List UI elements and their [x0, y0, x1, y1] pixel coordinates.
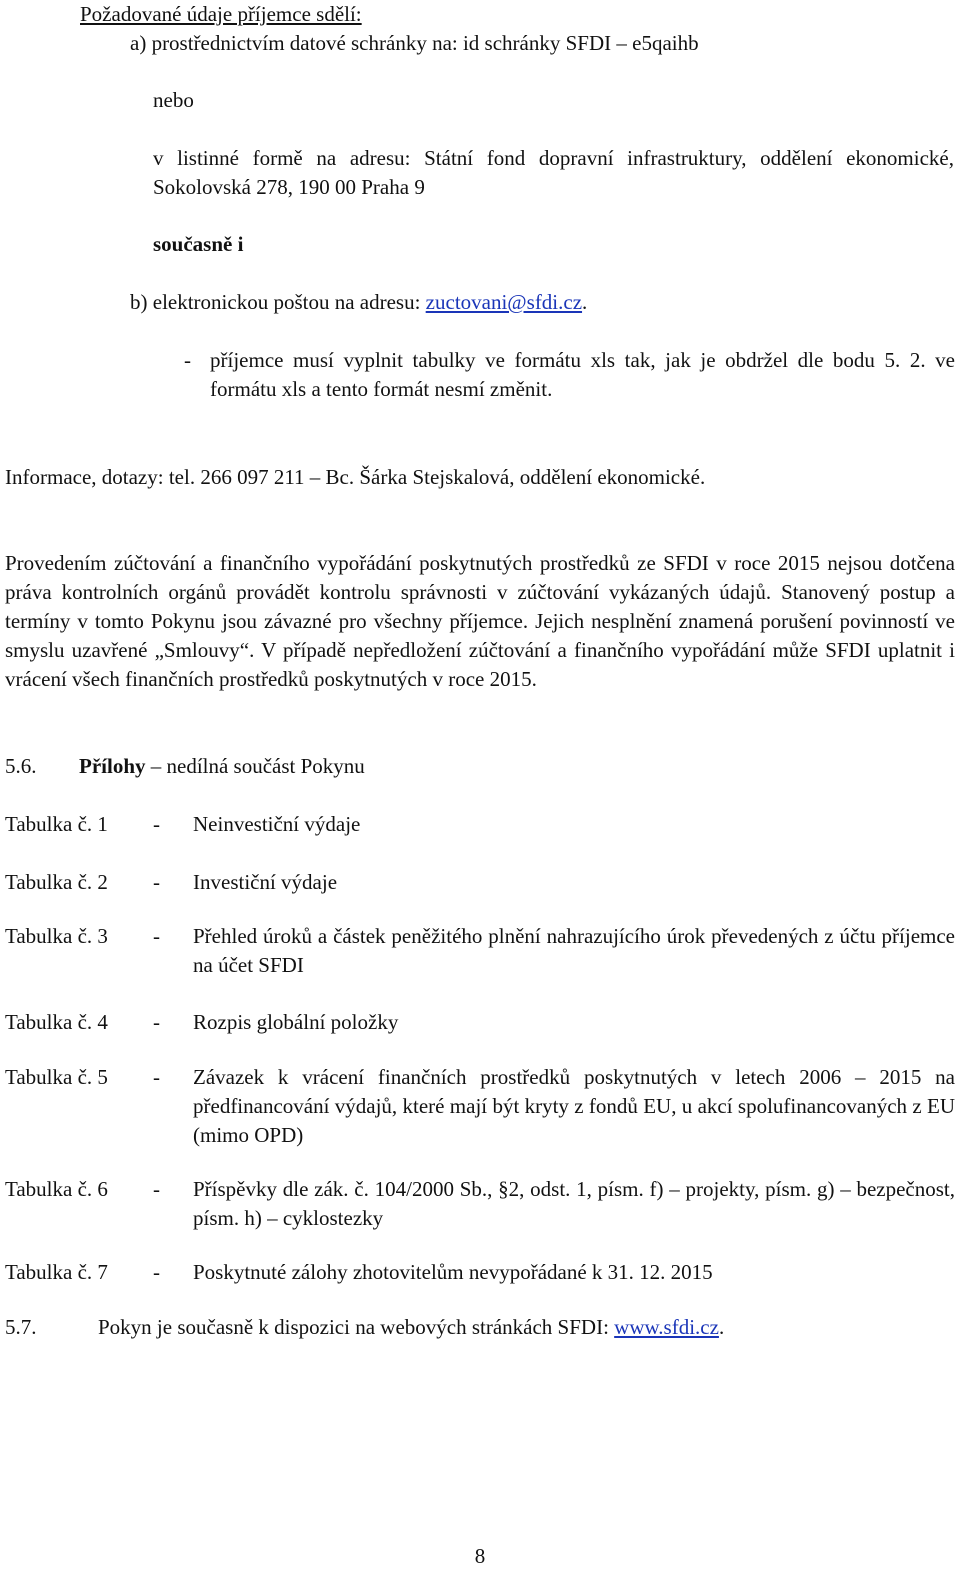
nebo-text: nebo	[153, 88, 194, 112]
table-label: Tabulka č. 1	[5, 812, 108, 836]
section-57-number: 5.7.	[5, 1315, 37, 1339]
table-description: Poskytnuté zálohy zhotovitelům nevypořádané k 31. 12. 2015	[193, 1260, 713, 1284]
table-label: Tabulka č. 6	[5, 1177, 108, 1201]
option-b-line	[130, 288, 587, 317]
section-57-dot: .	[718, 1315, 725, 1339]
option-a-text: a) prostřednictvím datové schránky na: id schránky SFDI – e5qaihb	[130, 31, 699, 55]
table-dash: -	[153, 924, 160, 948]
table-description: Přehled úroků a částek peněžitého plnění nahrazujícího úrok převedených z účtu příjemce na účet SFDI	[193, 924, 955, 977]
table-description: Závazek k vrácení finančních prostředků poskytnutých v letech 2006 – 2015 na předfinancování výdajů, které mají být kryty z fondů EU, u akcí spolufinancovaných z EU (mimo OPD)	[193, 1065, 955, 1147]
table-dash: -	[153, 1177, 160, 1201]
section-56-number: 5.6.	[5, 754, 37, 778]
website-link[interactable]: www.sfdi.cz	[614, 1315, 719, 1339]
table-description: Příspěvky dle zák. č. 104/2000 Sb., §2, odst. 1, písm. f) – projekty, písm. g) – bezpečnost, písm. h) – cyklostezky	[193, 1177, 955, 1230]
table-description: Neinvestiční výdaje	[193, 812, 361, 836]
section-56-title-bold: Přílohy	[79, 754, 146, 778]
table-label: Tabulka č. 3	[5, 924, 108, 948]
option-b-dot: .	[582, 290, 588, 314]
page-number: 8	[474, 1544, 486, 1568]
table-dash: -	[153, 1260, 160, 1284]
section-56-title-rest: – nedílná součást Pokynu	[145, 754, 365, 778]
section-56-title	[79, 752, 365, 781]
section-57-line	[98, 1313, 724, 1342]
section-57-text: Pokyn je současně k dispozici na webových stránkách SFDI:	[98, 1315, 615, 1339]
table-dash: -	[153, 1065, 160, 1089]
table-dash: -	[153, 1010, 160, 1034]
table-label: Tabulka č. 2	[5, 870, 108, 894]
option-b-text: b) elektronickou poštou na adresu:	[130, 290, 426, 314]
table-label: Tabulka č. 7	[5, 1260, 108, 1284]
table-description: Investiční výdaje	[193, 870, 338, 894]
recipient-heading: Požadované údaje příjemce sdělí:	[80, 2, 362, 26]
table-dash: -	[153, 812, 160, 836]
bullet-dash: -	[184, 348, 191, 372]
soucasne-text: současně i	[153, 232, 244, 256]
table-description: Rozpis globální položky	[193, 1010, 399, 1034]
info-line: Informace, dotazy: tel. 266 097 211 – Bc. Šárka Stejskalová, oddělení ekonomické.	[5, 465, 706, 489]
main-paragraph: Provedením zúčtování a finančního vypořádání poskytnutých prostředků ze SFDI v roce 2015 nejsou dotčena práva kontrolních orgánů provádět kontrolu správnosti v zúčtování vykázaných údajů. Stanovený postup a termíny v tomto Pokynu jsou závazné pro všechny příjemce. Jejich nesplnění znamená porušení povinností ve smyslu uzavřené „Smlouvy“. V případě nepředložení zúčtování a finančního vypořádání může SFDI uplatnit i vrácení všech finančních prostředků poskytnutých v roce 2015.	[5, 551, 955, 691]
email-link[interactable]: zuctovani@sfdi.cz	[425, 290, 583, 314]
table-dash: -	[153, 870, 160, 894]
address-text: v listinné formě na adresu: Státní fond dopravní infrastruktury, oddělení ekonomické, Sokolovská 278, 190 00 Praha 9	[153, 146, 954, 199]
table-label: Tabulka č. 5	[5, 1065, 108, 1089]
table-label: Tabulka č. 4	[5, 1010, 108, 1034]
bullet-text: příjemce musí vyplnit tabulky ve formátu xls tak, jak je obdržel dle bodu 5. 2. ve formátu xls a tento formát nesmí změnit.	[210, 348, 955, 401]
